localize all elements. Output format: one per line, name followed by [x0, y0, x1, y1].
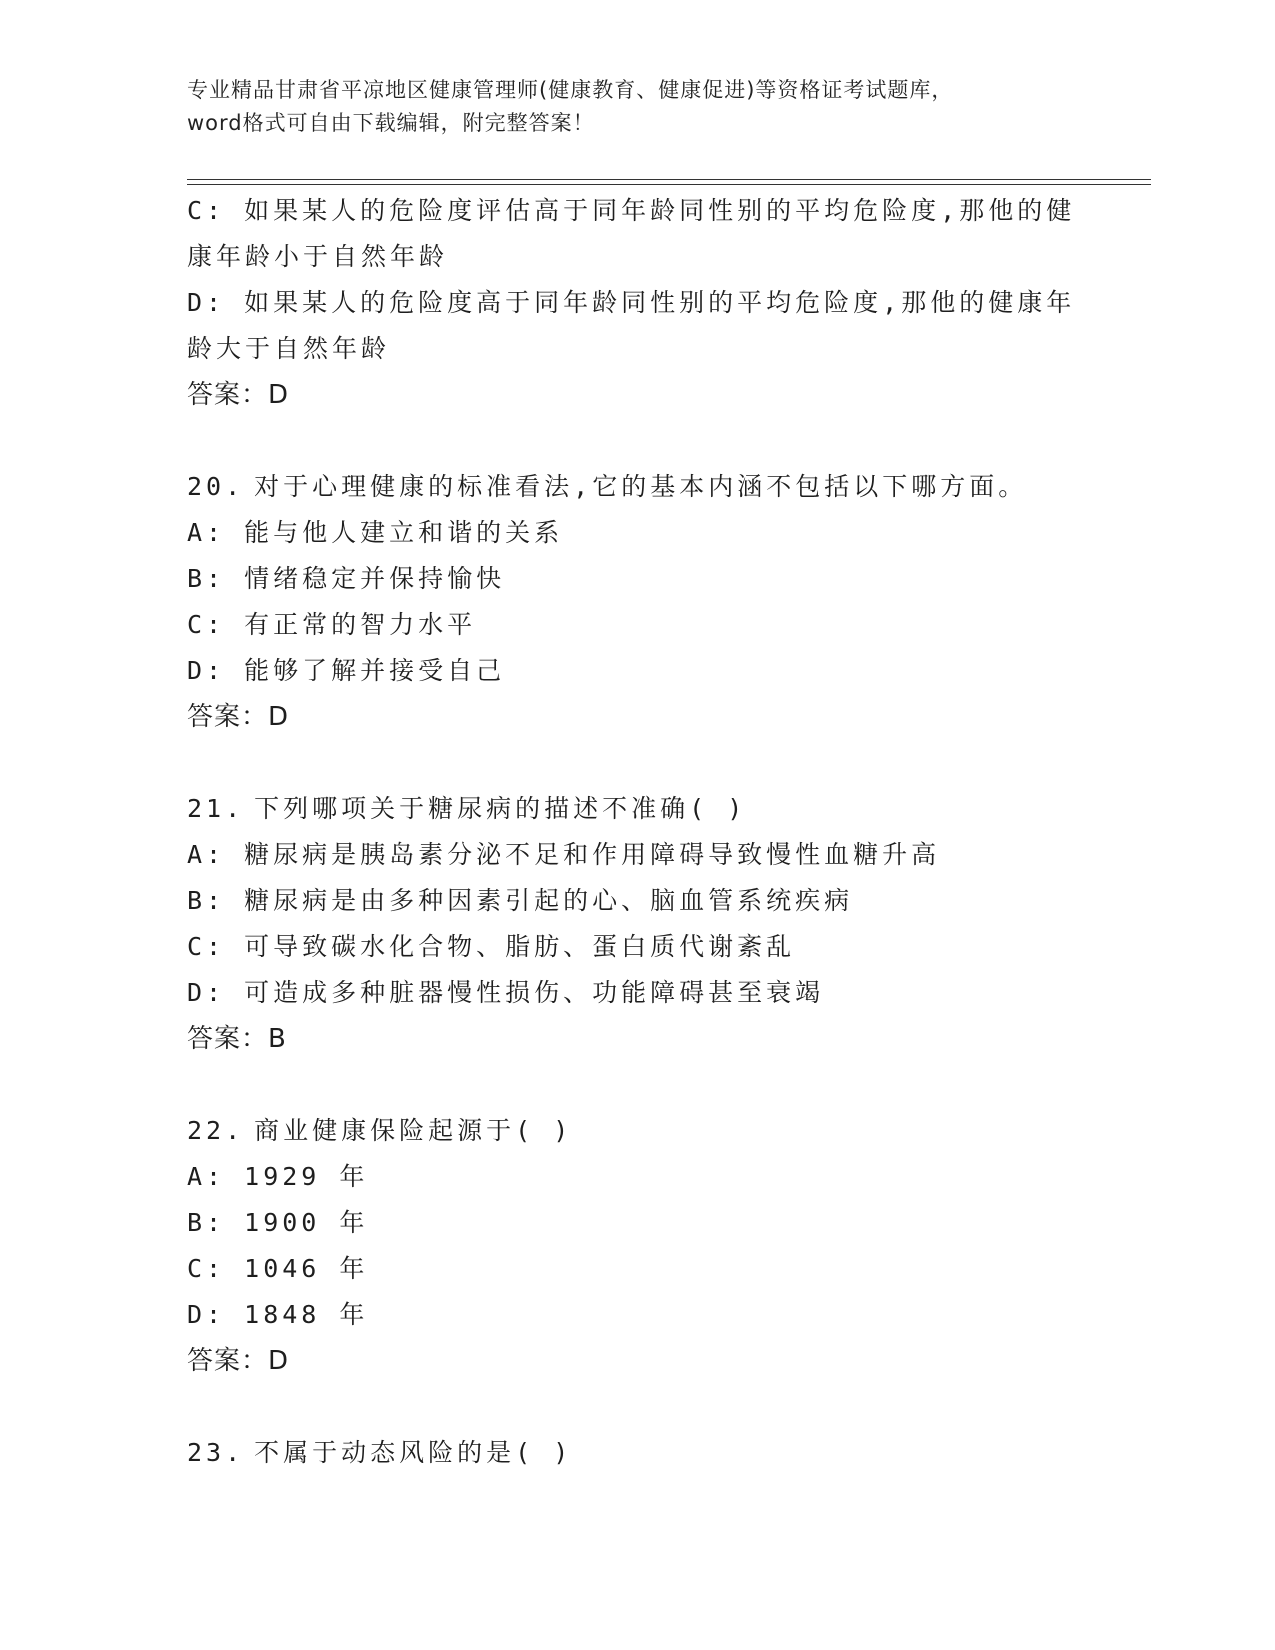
- spacer: [187, 740, 1147, 786]
- question-text: 对于心理健康的标准看法,它的基本内涵不包括以下哪方面。: [254, 472, 1028, 501]
- option-a: A: 糖尿病是胰岛素分泌不足和作用障碍导致慢性血糖升高: [187, 840, 941, 869]
- option-a: A: 1929 年: [187, 1162, 369, 1191]
- header-divider-bottom: [187, 184, 1151, 185]
- option-b: B: 糖尿病是由多种因素引起的心、脑血管系统疾病: [187, 886, 854, 915]
- option-b: B: 1900 年: [187, 1208, 369, 1237]
- header-divider-top: [187, 179, 1151, 180]
- option-c: C: 可导致碳水化合物、脂肪、蛋白质代谢紊乱: [187, 932, 796, 961]
- question-stem: [187, 464, 1147, 510]
- question-stem: [187, 1430, 1147, 1476]
- spacer: [187, 1062, 1147, 1108]
- option-c-line-1: C: 如果某人的危险度评估高于同年龄同性别的平均危险度,那他的健: [187, 196, 1076, 225]
- question-stem: [187, 1108, 1147, 1154]
- question-text: 商业健康保险起源于( ): [254, 1116, 573, 1145]
- option-c: C: 1046 年: [187, 1254, 369, 1283]
- question-text: 不属于动态风险的是( ): [254, 1438, 573, 1467]
- question-number: 20.: [187, 472, 245, 501]
- question-content: [187, 188, 1147, 1476]
- option-c: C: 有正常的智力水平: [187, 610, 477, 639]
- option-c-line-2: 康年龄小于自然年龄: [187, 242, 449, 271]
- option-d-line-1: D: 如果某人的危险度高于同年龄同性别的平均危险度,那他的健康年: [187, 288, 1076, 317]
- answer-label: 答案：D: [187, 380, 290, 410]
- question-number: 23.: [187, 1438, 245, 1467]
- spacer: [187, 1384, 1147, 1430]
- answer-label: 答案：D: [187, 1346, 290, 1376]
- option-d: D: 能够了解并接受自己: [187, 656, 506, 685]
- question-20: [187, 464, 1147, 740]
- option-b: B: 情绪稳定并保持愉快: [187, 564, 506, 593]
- option-a: A: 能与他人建立和谐的关系: [187, 518, 564, 547]
- answer-label: 答案：D: [187, 702, 290, 732]
- question-stem: [187, 786, 1147, 832]
- document-header: [187, 74, 1067, 140]
- header-line-2: word格式可自由下载编辑，附完整答案！: [187, 111, 595, 135]
- question-text: 下列哪项关于糖尿病的描述不准确( ): [254, 794, 747, 823]
- header-line-1: 专业精品甘肃省平凉地区健康管理师(健康教育、健康促进)等资格证考试题库，: [187, 78, 954, 102]
- answer-label: 答案：B: [187, 1024, 287, 1054]
- question-number: 21.: [187, 794, 245, 823]
- question-number: 22.: [187, 1116, 245, 1145]
- option-d-line-2: 龄大于自然年龄: [187, 334, 391, 363]
- option-d: D: 1848 年: [187, 1300, 369, 1329]
- previous-question-block: [187, 188, 1147, 418]
- question-22: [187, 1108, 1147, 1384]
- question-23: [187, 1430, 1147, 1476]
- option-d: D: 可造成多种脏器慢性损伤、功能障碍甚至衰竭: [187, 978, 825, 1007]
- spacer: [187, 418, 1147, 464]
- question-21: [187, 786, 1147, 1062]
